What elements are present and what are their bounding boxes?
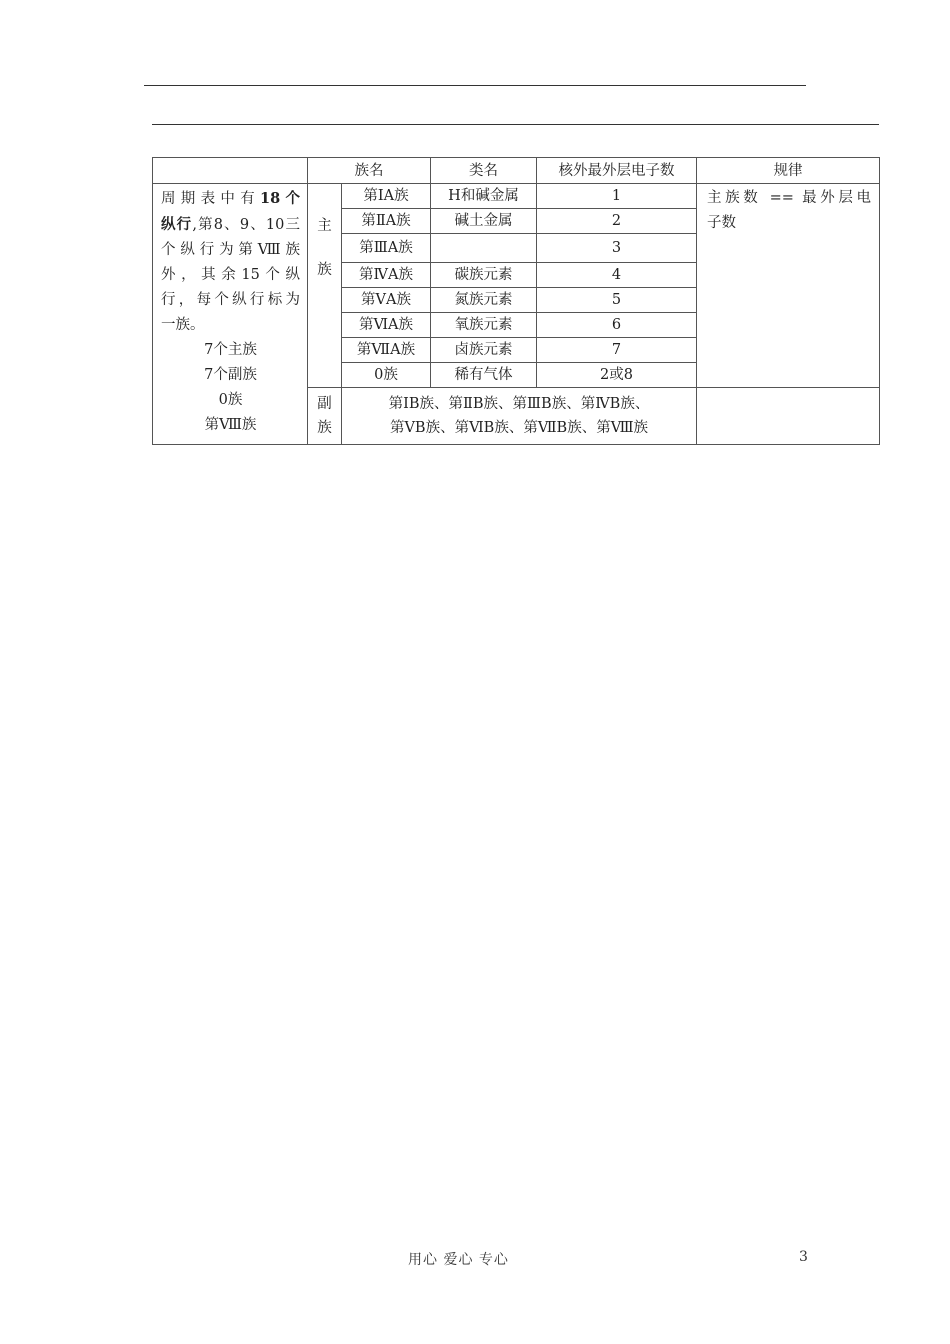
family-cell: 第ⅦA族 xyxy=(342,338,431,363)
header-rule-bottom xyxy=(152,124,879,125)
description-line: 行，每个纵行标为 xyxy=(161,292,300,308)
description-line: 一族。 xyxy=(161,317,205,333)
class-cell: 卤族元素 xyxy=(431,338,537,363)
header-cell-empty xyxy=(153,158,308,184)
description-line: 个纵行为第Ⅷ族 xyxy=(161,242,300,258)
electrons-cell: 6 xyxy=(537,313,697,338)
table-header-row xyxy=(153,158,880,184)
summary-zero-group: 0族 xyxy=(218,392,243,408)
sub-rule-cell xyxy=(697,388,880,445)
sub-groups-line: 第ⅤB族、第ⅥB族、第ⅦB族、第Ⅷ族 xyxy=(389,420,649,436)
electrons-cell: 1 xyxy=(537,184,697,209)
electrons-cell: 5 xyxy=(537,288,697,313)
rule-line: 主族数 == 最外层电 xyxy=(707,190,871,206)
electrons-cell: 2或8 xyxy=(537,363,697,388)
electrons-cell: 7 xyxy=(537,338,697,363)
family-cell: 第ⅥA族 xyxy=(342,313,431,338)
sub-group-label-char: 族 xyxy=(317,420,332,436)
left-description-cell xyxy=(153,184,308,445)
summary-main-groups: 7个主族 xyxy=(204,342,257,358)
electrons-cell: 4 xyxy=(537,263,697,288)
rule-cell xyxy=(697,184,880,388)
header-family-name: 族名 xyxy=(308,158,431,184)
class-cell: 氮族元素 xyxy=(431,288,537,313)
family-cell: 第ⅤA族 xyxy=(342,288,431,313)
electrons-cell: 2 xyxy=(537,209,697,234)
header-rule: 规律 xyxy=(697,158,880,184)
rule-line: 子数 xyxy=(707,215,736,231)
class-cell xyxy=(431,234,537,263)
class-cell: 碳族元素 xyxy=(431,263,537,288)
main-group-label-char: 主 xyxy=(317,218,332,234)
main-group-label-char: 族 xyxy=(317,262,332,278)
class-cell: 碱土金属 xyxy=(431,209,537,234)
header-outer-electrons: 核外最外层电子数 xyxy=(537,158,697,184)
header-class-name: 类名 xyxy=(431,158,537,184)
table-row xyxy=(153,184,880,209)
family-cell: 第ⅠA族 xyxy=(342,184,431,209)
sub-groups-line: 第ⅠB族、第ⅡB族、第ⅢB族、第ⅣB族、 xyxy=(388,396,650,412)
family-cell: 第ⅣA族 xyxy=(342,263,431,288)
sub-group-label-cell xyxy=(308,388,342,445)
class-cell: 稀有气体 xyxy=(431,363,537,388)
page-number: 3 xyxy=(799,1249,808,1265)
footer-motto: 用心 爱心 专心 xyxy=(408,1252,509,1268)
class-cell: 氧族元素 xyxy=(431,313,537,338)
bold-count: 18个 xyxy=(260,190,300,207)
summary-sub-groups: 7个副族 xyxy=(204,367,257,383)
family-cell: 第ⅡA族 xyxy=(342,209,431,234)
main-group-label-cell xyxy=(308,184,342,388)
description-line: 纵行,第8、9、10三 xyxy=(161,216,301,233)
electrons-cell: 3 xyxy=(537,234,697,263)
family-cell: 第ⅢA族 xyxy=(342,234,431,263)
header-rule-top xyxy=(144,85,806,86)
sub-group-label-char: 副 xyxy=(317,396,332,412)
description-line: 外，其余15个纵 xyxy=(161,267,300,283)
sub-groups-cell xyxy=(342,388,697,445)
family-cell: 0族 xyxy=(342,363,431,388)
class-cell: H和碱金属 xyxy=(431,184,537,209)
periodic-groups-table xyxy=(152,157,880,445)
summary-group-eight: 第Ⅷ族 xyxy=(204,417,257,433)
description-line: 周期表中有18个 xyxy=(161,190,300,207)
